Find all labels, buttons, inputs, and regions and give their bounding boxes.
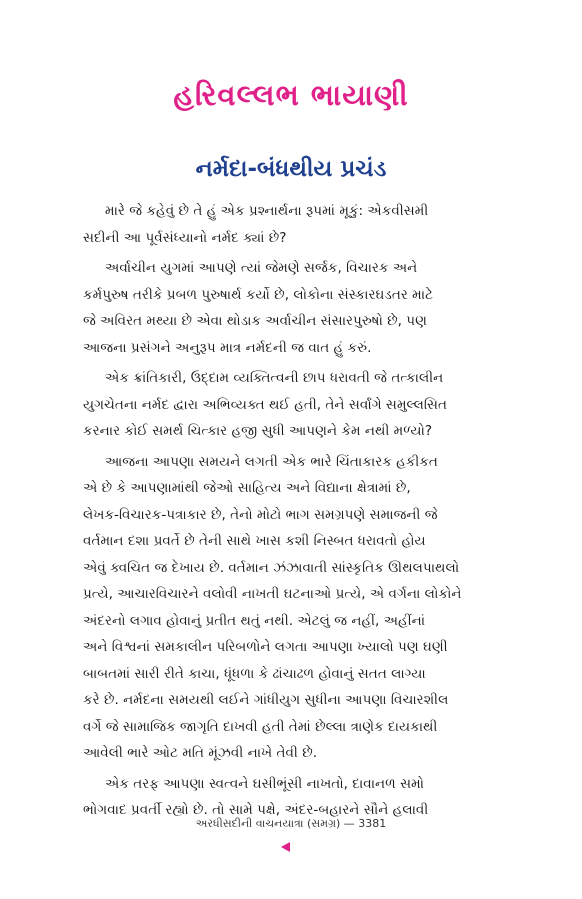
text-line: કર્મપુરુષ તરીકે પ્રબળ પુરુષાર્થ કર્યો છે, લોકોના સંસ્કારઘડતર માટે — [83, 286, 434, 303]
text-line: કરનાર કોઈ સમર્થ ચિત્કાર હજી સુધી આપણને કેમ નથી મળ્યો? — [83, 423, 433, 439]
text-line: અંદરનો લગાવ હોવાનું પ્રતીત થતું નથી. એટલું જ નહીં, અહીંનાં — [83, 612, 426, 629]
first-line: એક ક્રાંતિકારી, ઉદ્દામ વ્યક્તિત્વની છાપ ધરાવતી જે તત્કાલીન — [105, 370, 444, 386]
text-line: અને વિશ્વનાં સમકાલીન પરિબળોને લગતા આપણા ખ્યાલો પણ ઘણી — [83, 639, 448, 655]
paragraph-2 — [83, 255, 503, 361]
text-line: એવું ક્વચિત જ દેખાય છે. વર્તમાન ઝંઝાવાતી સાંસ્કૃતિક ઊથલપાથલો — [83, 559, 460, 576]
text-line: જે અવિરત મથ્યા છે એવા થોડાક અર્વાચીન સંસારપુરુષો છે, પણ — [83, 313, 427, 329]
text-line: વર્તમાન દશા પ્રવર્તે છે તેની સાથે ખાસ કશી નિસ્બત ધરાવતો હોય — [83, 533, 426, 549]
text-line: પ્રત્યે, આચારવિચારને વલોવી નાખતી ઘટનાઓ પ્રત્યે, એ વર્ગના લોકોને — [83, 586, 462, 602]
page-back-arrow-icon[interactable] — [281, 842, 290, 852]
text-line: યુગચેતના નર્મદ દ્વારા અભિવ્યક્ત થઈ હતી, તેને સર્વાંગે સમુલ્લસિત — [83, 396, 447, 413]
page-footer: અરધીસદીની વાચનયાત્રા (સમગ્ર) — 3381 — [195, 817, 387, 830]
first-line: આજના આપણા સમયને લગતી એક ભારે ચિંતાકારક હકીકત — [105, 453, 438, 470]
first-line: મારે જે કહેવું છે તે હું એક પ્રશ્નાર્થના રૂપમાં મૂકું: એકવીસમી — [105, 203, 429, 219]
paragraph-5 — [83, 771, 503, 824]
first-line: અર્વાચીન યુગમાં આપણે ત્યાં જેમણે સર્જક, વિચારક અને — [105, 260, 418, 276]
first-line: એક તરફ આપણા સ્વત્વને ઘસીભૂંસી નાખતો, દાવાનળ સમો — [105, 775, 425, 792]
essay-title: નર્મદા-બંધથીય પ્રચંડ — [195, 156, 387, 182]
author-heading: હરિવલ્લભ ભાયાણી — [173, 78, 409, 112]
essay-body — [83, 198, 503, 828]
text-line: કરે છે. નર્મદના સમયથી લઈને ગાંધીયુગ સુધીના આપણા વિચારશીલ — [83, 692, 449, 708]
paragraph-4 — [83, 449, 503, 767]
text-line: ભોગવાદ પ્રવર્તી રહ્યો છે. તો સામે પક્ષે, અંદર-બહારને સૌને હલાવી — [83, 802, 429, 818]
text-line: એ છે કે આપણામાંથી જેઓ સાહિત્ય અને વિદ્યાના ક્ષેત્રામાં છે, — [83, 480, 411, 496]
text-line: સદીની આ પૂર્વસંધ્યાનો નર્મદ ક્યાં છે? — [83, 229, 287, 246]
text-line: આવેલી ભારે ઓટ મતિ મૂંઝવી નાખે તેવી છે. — [83, 745, 318, 761]
text-line: બાબતમાં સારી રીતે કાચા, ધૂંધળા કે ઢાંચાઢળ હોવાનું સતત લાગ્યા — [83, 665, 426, 682]
text-line: આજના પ્રસંગને અનુરૂપ માત્ર નર્મદની જ વાત હું કરું. — [83, 339, 372, 356]
paragraph-1 — [83, 198, 503, 251]
paragraph-3 — [83, 365, 503, 445]
text-line: વર્ગે જે સામાજિક જાગૃતિ દાખવી હતી તેમાં છેલ્લા ત્રાણેક દાયકાથી — [83, 718, 438, 735]
text-line: લેખક-વિચારક-પત્રાકાર છે, તેનો મોટો ભાગ સમગ્રપણે સમાજની જે — [83, 506, 438, 523]
